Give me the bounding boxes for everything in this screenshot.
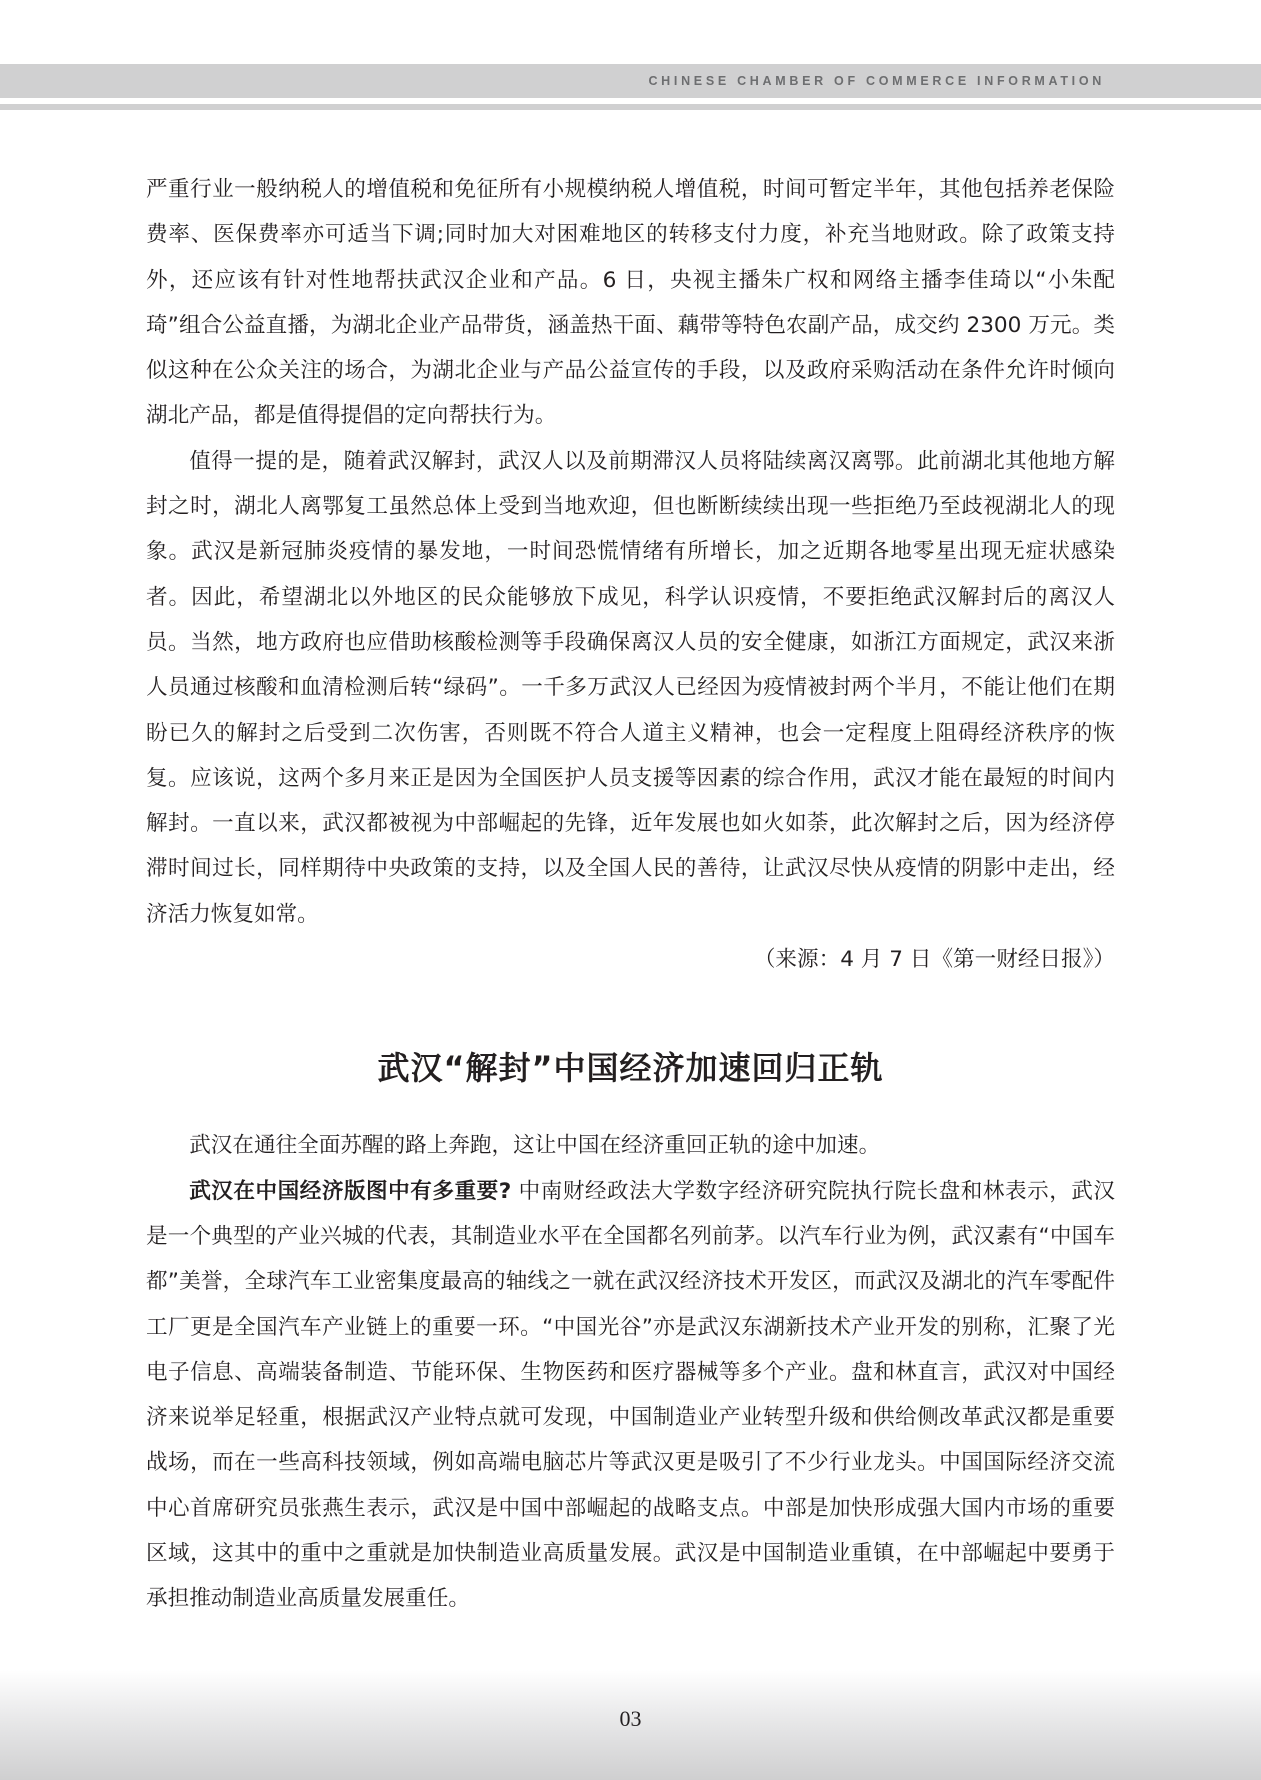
- page-number: 03: [619, 1706, 642, 1731]
- body-paragraph: 值得一提的是，随着武汉解封，武汉人以及前期滞汉人员将陆续离汉离鄂。此前湖北其他地方解封之时，湖北人离鄂复工虽然总体上受到当地欢迎，但也断断续续出现一些拒绝乃至歧视湖北人的现象。武汉是新冠肺炎疫情的暴发地，一时间恐慌情绪有所增长，加之近期各地零星出现无症状感染者。因此，希望湖北以外地区的民众能够放下成见，科学认识疫情，不要拒绝武汉解封后的离汉人员。当然，地方政府也应借助核酸检测等手段确保离汉人员的安全健康，如浙江方面规定，武汉来浙人员通过核酸和血清检测后转“绿码”。一千多万武汉人已经因为疫情被封两个半月，不能让他们在期盼已久的解封之后受到二次伤害，否则既不符合人道主义精神，也会一定程度上阻碍经济秩序的恢复。应该说，这两个多月来正是因为全国医护人员支援等因素的综合作用，武汉才能在最短的时间内解封。一直以来，武汉都被视为中部崛起的先锋，近年发展也如火如荼，此次解封之后，因为经济停滞时间过长，同样期待中央政策的支持，以及全国人民的善待，让武汉尽快从疫情的阴影中走出，经济活力恢复如常。: [146, 448, 1115, 927]
- source-citation: （来源：4 月 7 日《第一财经日报》）: [753, 947, 1115, 973]
- page-content: [146, 167, 1115, 1622]
- continued-paragraph: 严重行业一般纳税人的增值税和免征所有小规模纳税人增值税，时间可暂定半年，其他包括养老保险费率、医保费率亦可适当下调;同时加大对困难地区的转移支付力度，补充当地财政。除了政策支持外，还应该有针对性地帮扶武汉企业和产品。6 日，央视主播朱广权和网络主播李佳琦以“小朱配琦”组合公益直播，为湖北企业产品带货，涵盖热干面、藕带等特色农副产品，成交约 2300 万元。类似这种在公众关注的场合，为湖北企业与产品公益宣传的手段，以及政府采购活动在条件允许时倾向湖北产品，都是值得提倡的定向帮扶行为。: [146, 177, 1115, 429]
- article-title: 武汉“解封”中国经济加速回归正轨: [377, 1049, 884, 1088]
- publication-header: CHINESE CHAMBER OF COMMERCE INFORMATION: [648, 74, 1105, 88]
- body-paragraph: [146, 1169, 1115, 1622]
- paragraph-text: 中南财经政法大学数字经济研究院执行院长盘和林表示，武汉是一个典型的产业兴城的代表，其制造业水平在全国都名列前茅。以汽车行业为例，武汉素有“中国车都”美誉，全球汽车工业密集度最高的轴线之一就在武汉经济技术开发区，而武汉及湖北的汽车零配件工厂更是全国汽车产业链上的重要一环。“中国光谷”亦是武汉东湖新技术产业开发的别称，汇聚了光电子信息、高端装备制造、节能环保、生物医药和医疗器械等多个产业。盘和林直言，武汉对中国经济来说举足轻重，根据武汉产业特点就可发现，中国制造业产业转型升级和供给侧改革武汉都是重要战场，而在一些高科技领域，例如高端电脑芯片等武汉更是吸引了不少行业龙头。中国国际经济交流中心首席研究员张燕生表示，武汉是中国中部崛起的战略支点。中部是加快形成强大国内市场的重要区域，这其中的重中之重就是加快制造业高质量发展。武汉是中国制造业重镇，在中部崛起中要勇于承担推动制造业高质量发展重任。: [146, 1178, 1116, 1612]
- header-rule: [0, 104, 1261, 110]
- bold-question: 武汉在中国经济版图中有多重要?: [189, 1178, 512, 1204]
- lead-paragraph: 武汉在通往全面苏醒的路上奔跑，这让中国在经济重回正轨的途中加速。: [189, 1133, 881, 1159]
